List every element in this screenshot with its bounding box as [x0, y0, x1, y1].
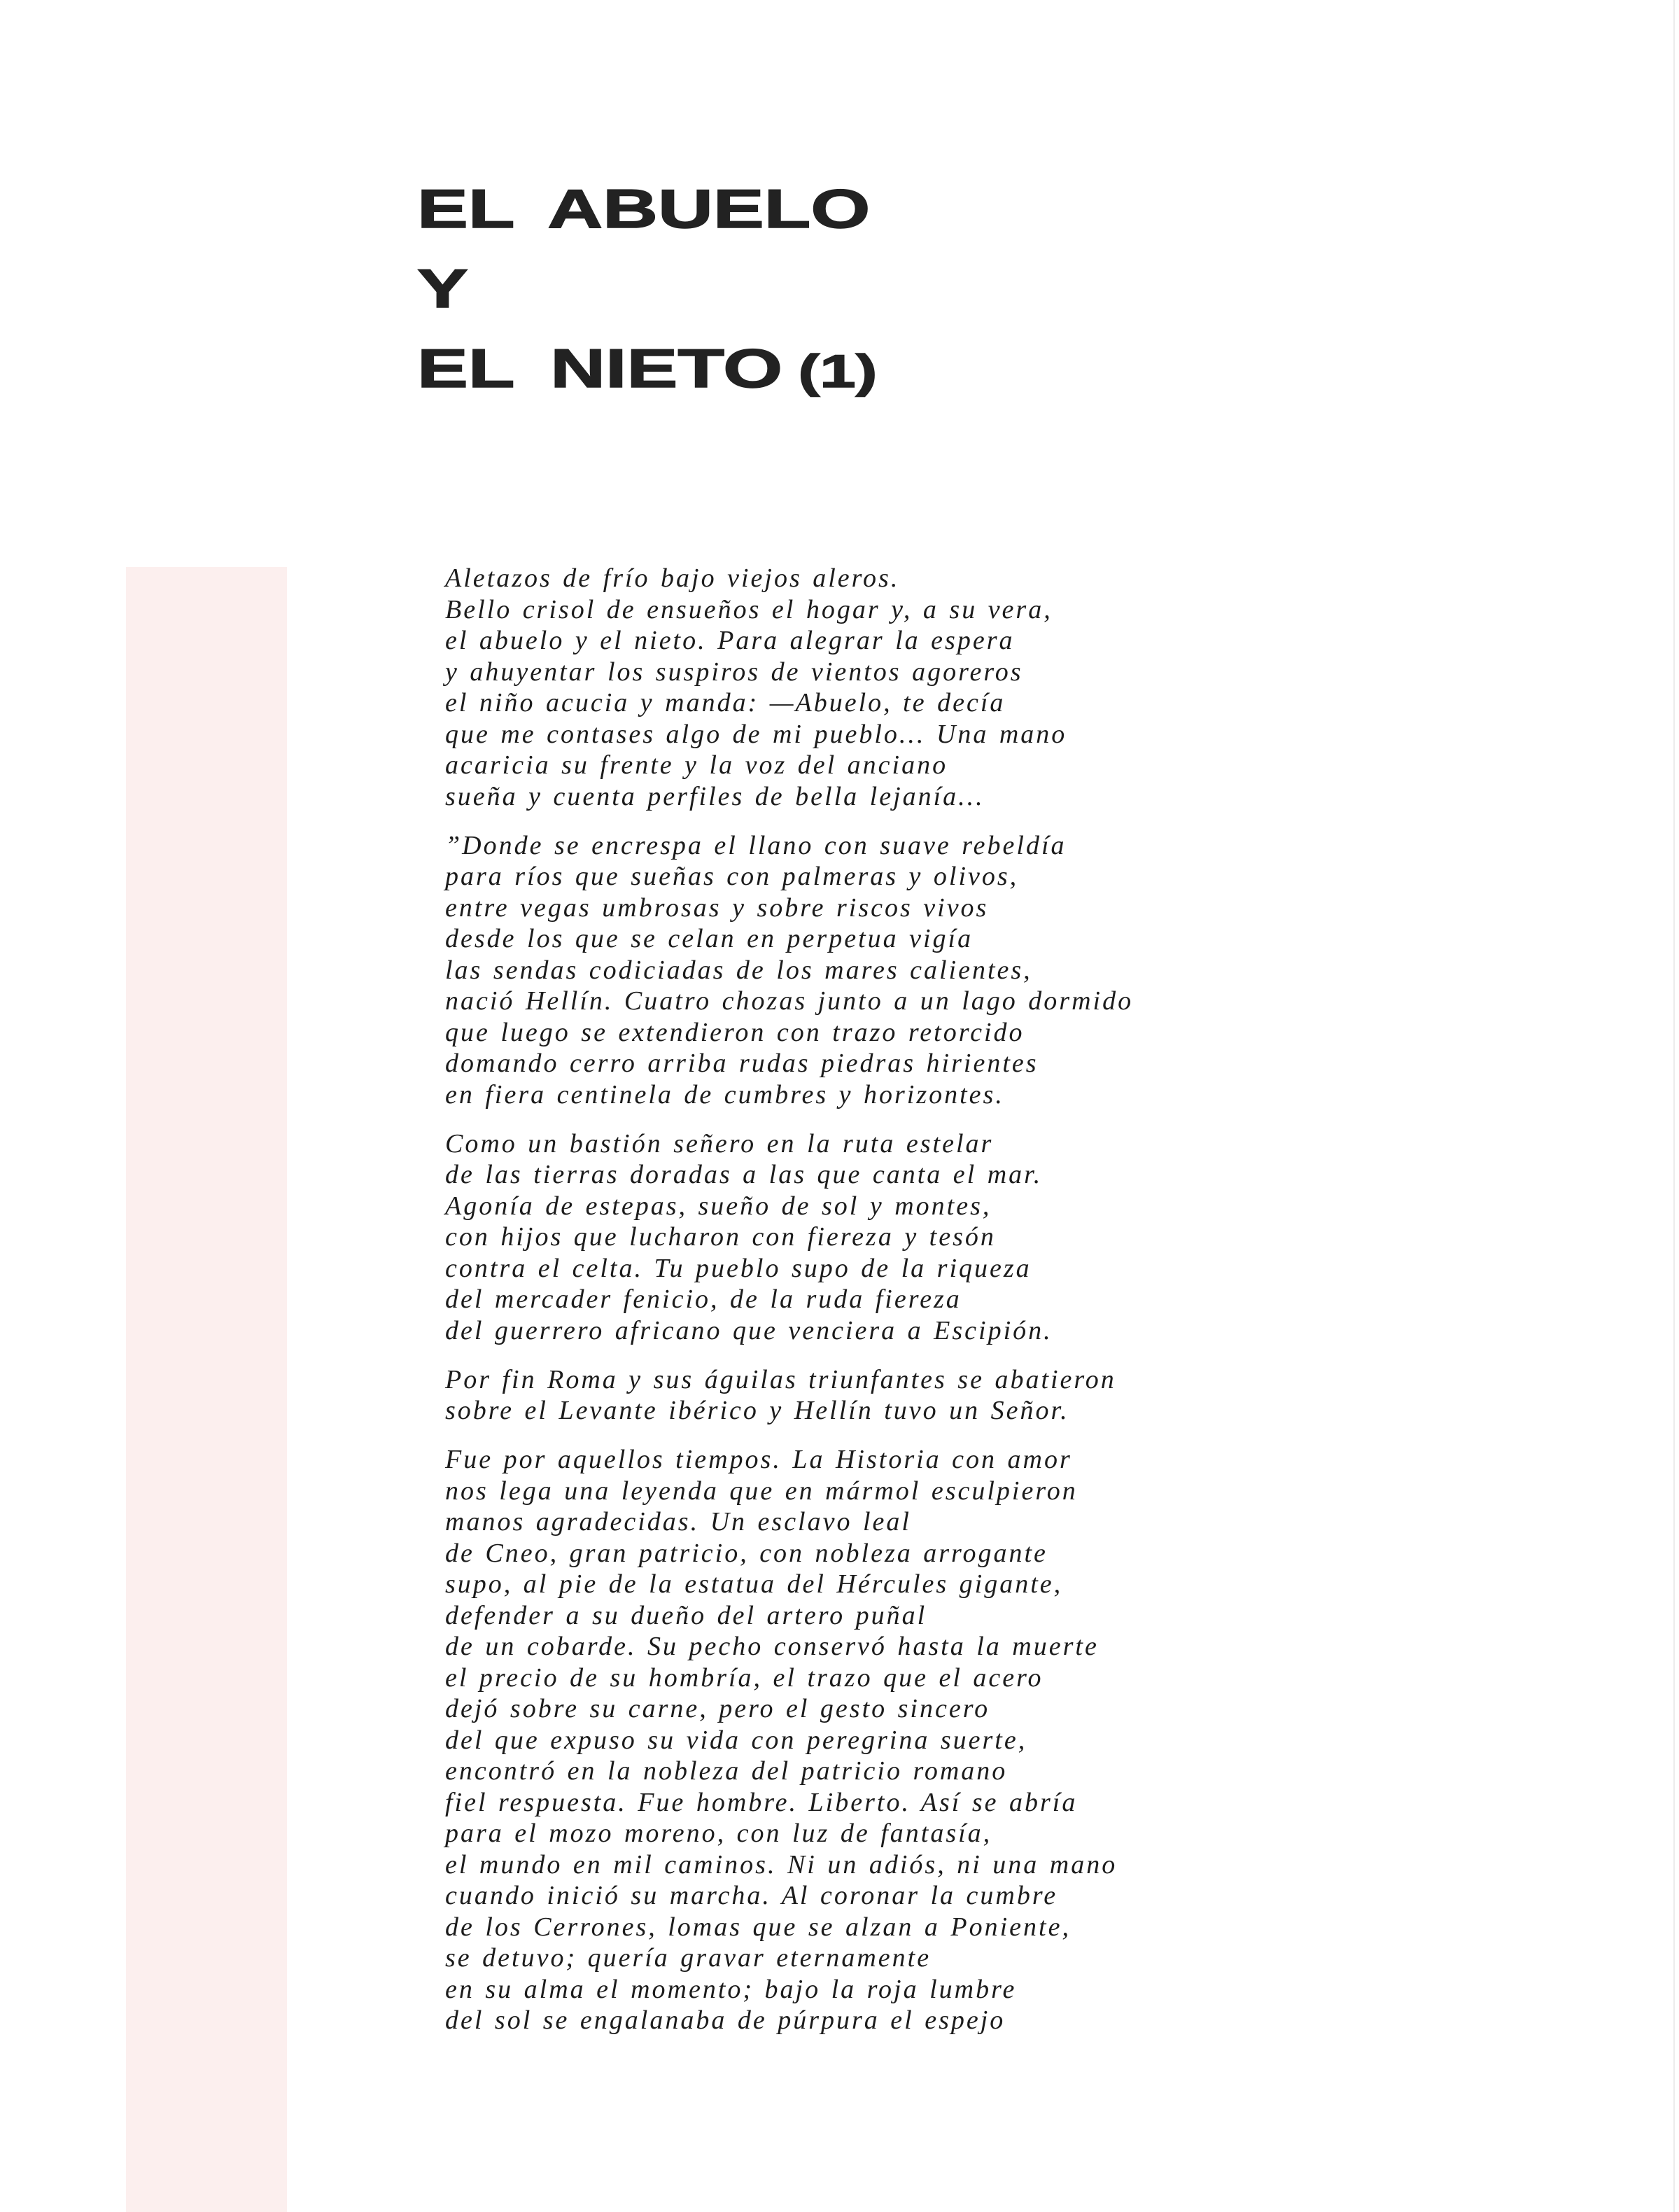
poem-line: el niño acucia y manda: —Abuelo, te decía: [445, 688, 1006, 718]
poem-line: defender a su dueño del artero puñal: [445, 1600, 927, 1630]
poem-line: domando cerro arriba rudas piedras hirientes: [445, 1049, 1039, 1078]
stanza-2: [445, 830, 1495, 1111]
poem-line: en fiera centinela de cumbres y horizontes.: [445, 1079, 1004, 1110]
scan-edge: [1673, 0, 1675, 2212]
poem-line: del mercader fenicio, de la ruda fiereza: [445, 1284, 962, 1314]
poem-line: de Cneo, gran patricio, con nobleza arrogante: [445, 1538, 1048, 1568]
poem-line: manos agradecidas. Un esclavo leal: [445, 1507, 911, 1536]
title-line-3: [417, 337, 878, 399]
poem-line: las sendas codiciadas de los mares calientes,: [445, 955, 1032, 985]
poem-line: cuando inició su marcha. Al coronar la cumbre: [445, 1881, 1058, 1910]
poem-line: nació Hellín. Cuatro chozas junto a un lago dormido: [445, 986, 1134, 1016]
poem-line: de las tierras doradas a las que canta el mar.: [445, 1160, 1043, 1189]
poem-line: de un cobarde. Su pecho conservó hasta la muerte: [445, 1632, 1099, 1661]
poem-line: que me contases algo de mi pueblo... Una mano: [445, 719, 1067, 749]
poem-line: para el mozo moreno, con luz de fantasía,: [445, 1819, 992, 1848]
poem-line: el abuelo y el nieto. Para alegrar la espera: [445, 626, 1015, 655]
poem-line: que luego se extendieron con trazo retorcido: [445, 1017, 1025, 1047]
poem-line: entre vegas umbrosas y sobre riscos vivos: [445, 892, 989, 923]
title-line-1: EL ABUELO: [417, 178, 871, 239]
margin-color-band: [126, 567, 287, 2212]
poem-line: el precio de su hombría, el trazo que el acero: [445, 1662, 1044, 1693]
poem-line: sueña y cuenta perfiles de bella lejanía...: [445, 781, 985, 811]
poem-line: desde los que se celan en perpetua vigía: [445, 924, 974, 953]
poem-line: nos lega una leyenda que en mármol esculpieron: [445, 1476, 1078, 1506]
poem-line: fiel respuesta. Fue hombre. Liberto. Así se abría: [445, 1787, 1078, 1817]
poem-line: dejó sobre su carne, pero el gesto sincero: [445, 1694, 990, 1723]
poem-line: Como un bastión señero en la ruta estelar: [445, 1128, 994, 1158]
poem-line: Por fin Roma y sus águilas triunfantes se abatieron: [445, 1364, 1116, 1394]
stanza-3: [445, 1128, 1495, 1347]
poem-line: del sol se engalanaba de púrpura el espejo: [445, 2005, 1006, 2035]
poem-line: en su alma el momento; bajo la roja lumbre: [445, 1974, 1017, 2004]
poem-line: de los Cerrones, lomas que se alzan a Poniente,: [445, 1912, 1071, 1942]
stanza-4: [445, 1364, 1495, 1427]
poem-line: Aletazos de frío bajo viejos aleros.: [445, 564, 900, 593]
poem-line: se detuvo; quería gravar eternamente: [445, 1943, 932, 1973]
poem-line: Fue por aquellos tiempos. La Historia con amor: [445, 1445, 1072, 1474]
poem-line: contra el celta. Tu pueblo supo de la riqueza: [445, 1253, 1032, 1283]
stanza-5: [445, 1444, 1495, 2036]
poem-line: y ahuyentar los suspiros de vientos agoreros: [445, 657, 1023, 687]
title-line-3-text: EL NIETO: [417, 337, 783, 399]
title-line-2: Y: [417, 258, 468, 319]
poem-line: Bello crisol de ensueños el hogar y, a su vera,: [445, 594, 1053, 624]
footnote-marker: (1): [798, 345, 878, 397]
poem-line: del guerrero africano que venciera a Escipión.: [445, 1315, 1053, 1345]
poem-line: ”Donde se encrespa el llano con suave rebeldía: [445, 830, 1067, 860]
poem-line: sobre el Levante ibérico y Hellín tuvo un Señor.: [445, 1396, 1069, 1425]
poem-line: acaricia su frente y la voz del anciano: [445, 750, 948, 780]
poem-line: para ríos que sueñas con palmeras y olivos,: [445, 862, 1019, 891]
poem-line: el mundo en mil caminos. Ni un adiós, ni una mano: [445, 1849, 1118, 1879]
poem-line: del que expuso su vida con peregrina suerte,: [445, 1725, 1027, 1755]
poem-line: Agonía de estepas, sueño de sol y montes,: [445, 1191, 992, 1221]
poem-line: con hijos que lucharon con fiereza y tesón: [445, 1222, 996, 1252]
stanza-1: [445, 563, 1495, 812]
poem-body: [445, 563, 1495, 2036]
poem-line: encontró en la nobleza del patricio romano: [445, 1756, 1008, 1786]
poem-line: supo, al pie de la estatua del Hércules gigante,: [445, 1569, 1063, 1599]
